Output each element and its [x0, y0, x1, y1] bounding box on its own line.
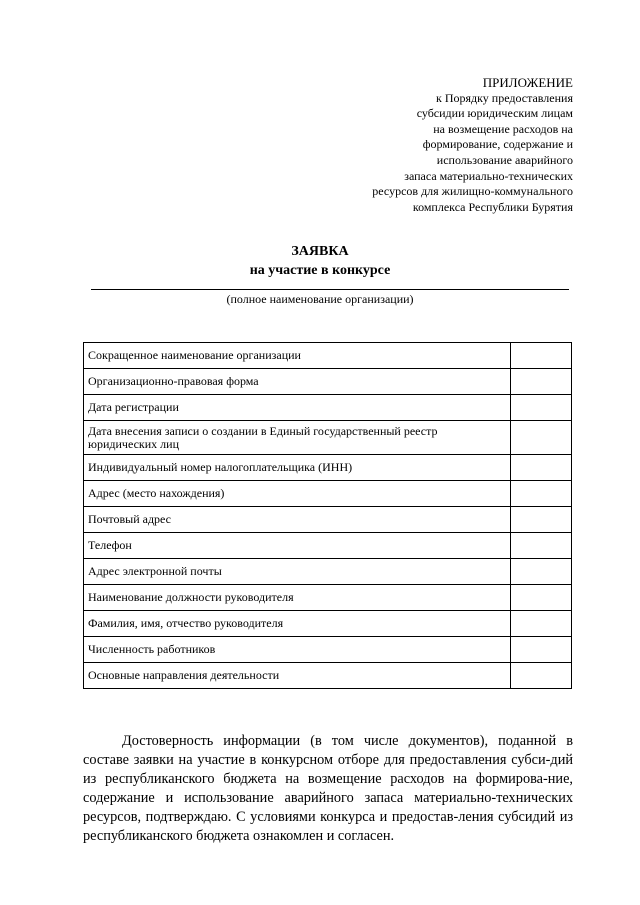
table-row — [84, 343, 572, 369]
form-value-cell[interactable] — [511, 455, 572, 481]
form-label: Организационно-правовая форма — [84, 369, 511, 395]
form-value-cell[interactable] — [511, 343, 572, 369]
form-label: Адрес электронной почты — [84, 559, 511, 585]
table-row — [84, 611, 572, 637]
appendix-line: ресурсов для жилищно-коммунального — [372, 184, 573, 199]
table-row — [84, 559, 572, 585]
form-label: Адрес (место нахождения) — [84, 481, 511, 507]
form-value-cell[interactable] — [511, 559, 572, 585]
table-row — [84, 585, 572, 611]
table-row — [84, 395, 572, 421]
application-form-table — [83, 342, 572, 689]
form-value-cell[interactable] — [511, 611, 572, 637]
form-value-cell[interactable] — [511, 663, 572, 689]
organization-name-line[interactable] — [91, 289, 569, 290]
table-row — [84, 455, 572, 481]
table-row — [84, 637, 572, 663]
form-label: Дата регистрации — [84, 395, 511, 421]
form-value-cell[interactable] — [511, 395, 572, 421]
form-value-cell[interactable] — [511, 637, 572, 663]
form-label: Сокращенное наименование организации — [84, 343, 511, 369]
table-row — [84, 533, 572, 559]
appendix-line: запаса материально-технических — [404, 168, 573, 183]
appendix-title: ПРИЛОЖЕНИЕ — [482, 75, 573, 90]
document-subtitle: на участие в конкурсе — [249, 263, 391, 278]
appendix-line: использование аварийного — [436, 152, 573, 167]
document-title: ЗАЯВКА — [291, 244, 349, 259]
appendix-block — [372, 75, 573, 215]
appendix-line: на возмещение расходов на — [433, 121, 573, 136]
table-row — [84, 481, 572, 507]
form-label: Индивидуальный номер налогоплательщика (ИНН) — [84, 455, 511, 481]
form-value-cell[interactable] — [511, 421, 572, 455]
form-value-cell[interactable] — [511, 585, 572, 611]
statement-paragraph: Достоверность информации (в том числе документов), поданной в составе заявки на участие в конкурсном отборе для предоставления субси-дий из республиканского бюджета на возмещение расходов на формирова-ние, содержание и использование аварийного запаса материально-технических ресурсов, подтверждаю. С условиями конкурса и предостав-ления субсидий из республиканского бюджета ознакомлен и согласен. — [83, 733, 573, 845]
form-value-cell[interactable] — [511, 481, 572, 507]
form-label: Основные направления деятельности — [84, 663, 511, 689]
table-row — [84, 369, 572, 395]
organization-name-caption: (полное наименование организации) — [226, 292, 414, 306]
form-label: Наименование должности руководителя — [84, 585, 511, 611]
form-label: Телефон — [84, 533, 511, 559]
appendix-line: к Порядку предоставления — [435, 90, 573, 105]
form-label: Фамилия, имя, отчество руководителя — [84, 611, 511, 637]
appendix-line: формирование, содержание и — [422, 137, 573, 152]
table-row — [84, 421, 572, 455]
form-value-cell[interactable] — [511, 369, 572, 395]
form-label: Численность работников — [84, 637, 511, 663]
form-label: Почтовый адрес — [84, 507, 511, 533]
document-heading — [0, 242, 640, 280]
form-label: Дата внесения записи о создании в Единый государственный реестр юридических лиц — [84, 421, 511, 455]
table-row — [84, 507, 572, 533]
table-row — [84, 663, 572, 689]
appendix-line: комплекса Республики Бурятия — [412, 199, 573, 214]
appendix-line: субсидии юридическим лицам — [416, 106, 573, 121]
form-value-cell[interactable] — [511, 507, 572, 533]
form-value-cell[interactable] — [511, 533, 572, 559]
